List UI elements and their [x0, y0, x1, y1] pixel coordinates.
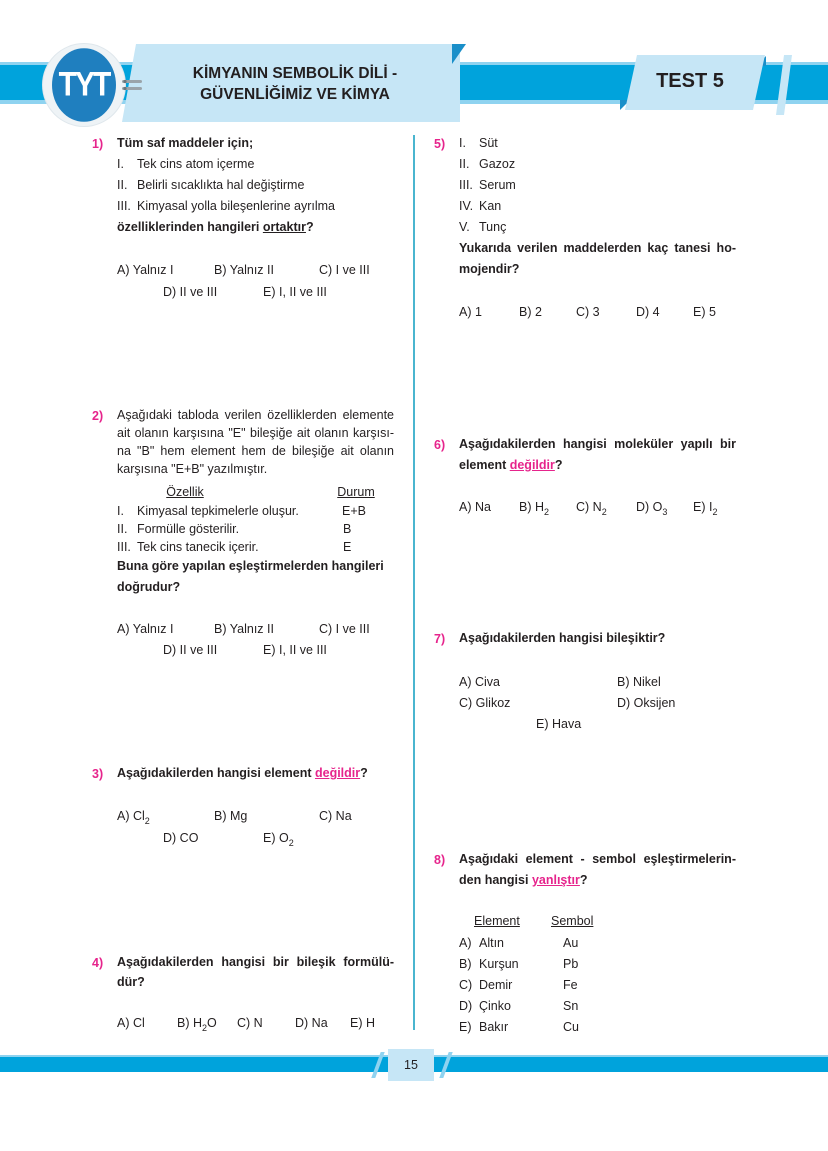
prompt-text: Aşağıdakilerden hangisi element [117, 766, 315, 780]
question-prompt [117, 952, 394, 973]
option-e[interactable] [263, 831, 294, 848]
subscript: 2 [544, 507, 550, 517]
prompt-emphasis: yanlıştır [531, 873, 580, 887]
subscript: 2 [712, 507, 718, 517]
statement-item [459, 154, 515, 175]
question-number: 7) [434, 632, 446, 646]
option-letter: C) [459, 978, 473, 992]
option-b[interactable]: B) Yalnız II [214, 263, 274, 277]
option-letter: B) [459, 957, 472, 971]
row-text: Kimyasal tepkimelerle oluşur. [137, 504, 299, 518]
prompt-text: Aşağıdaki element - sembol eşleştirmelerin- [459, 852, 736, 866]
option-label: E) H [350, 1016, 375, 1030]
prompt-emphasis: değildir [314, 766, 361, 780]
option-label: E) I [693, 500, 713, 514]
table-header-status: Durum [337, 485, 375, 499]
subscript: 2 [202, 1023, 208, 1033]
option-b[interactable] [177, 1016, 217, 1033]
option-label: B) H [177, 1016, 202, 1030]
statement-text: Serum [479, 178, 516, 192]
subscript: 2 [601, 507, 607, 517]
option-label: D) O [636, 500, 663, 514]
option-a[interactable]: A) Yalnız I [117, 263, 174, 277]
option-a[interactable] [459, 936, 504, 950]
prompt-mark: ? [360, 766, 368, 780]
statement-text: Tek cins atom içerme [137, 157, 255, 171]
option-d[interactable]: D) Oksijen [617, 696, 676, 710]
stem-text: na "B" hem element hem de bileşiğe ait olanın [117, 444, 394, 458]
option-e[interactable]: E) 5 [693, 305, 716, 319]
question-prompt: Buna göre yapılan eşleştirmelerden hangileri [117, 559, 384, 573]
option-d[interactable] [459, 999, 511, 1013]
test-label: TEST 5 [656, 70, 724, 92]
prompt-emphasis: değildir [509, 458, 555, 472]
prompt-emphasis: ortaktır [262, 220, 306, 234]
question-prompt [459, 238, 736, 259]
subscript: 3 [662, 507, 668, 517]
option-e[interactable]: E) I, II ve III [263, 643, 327, 657]
row-status: E [343, 540, 352, 554]
roman-numeral: I. [117, 504, 124, 518]
option-d[interactable]: D) II ve III [163, 285, 218, 299]
prompt-text: den hangisi [459, 873, 532, 887]
row-status: B [343, 522, 352, 536]
option-c[interactable]: C) I ve III [319, 622, 370, 636]
unit-title [150, 63, 440, 105]
statement-item [117, 154, 254, 175]
option-b[interactable] [519, 500, 549, 517]
statement-item [117, 175, 304, 196]
statement-text: Süt [479, 136, 498, 150]
option-e[interactable]: E) Hava [536, 717, 582, 731]
question-prompt-cont [459, 455, 563, 476]
option-label: C) N [576, 500, 602, 514]
question-number: 6) [434, 438, 446, 452]
statement-item [459, 196, 501, 217]
option-label: D) CO [163, 831, 199, 845]
option-a[interactable]: A) Yalnız I [117, 622, 174, 636]
statement-text: Kan [479, 199, 502, 213]
option-b[interactable]: B) 2 [519, 305, 542, 319]
question-prompt-cont [459, 870, 588, 891]
unit-title-line1: KİMYANIN SEMBOLİK DİLİ - [192, 65, 398, 82]
option-letter: A) [459, 936, 472, 950]
stem-text: Aşağıdaki tabloda verilen özelliklerden elemente [117, 408, 394, 422]
subscript: 2 [144, 816, 150, 826]
option-c[interactable] [576, 500, 607, 517]
option-label: E) O [263, 831, 289, 845]
question-prompt-cont: doğrudur? [117, 580, 181, 594]
column-divider [413, 135, 415, 1030]
roman-numeral: II. [117, 178, 128, 192]
roman-numeral: III. [117, 199, 131, 213]
question-number: 8) [434, 853, 446, 867]
statement-item [459, 217, 506, 238]
roman-numeral: II. [459, 157, 470, 171]
roman-numeral: V. [459, 220, 470, 234]
element-symbol: Au [563, 936, 579, 950]
element-name: Bakır [479, 1020, 509, 1034]
element-name: Altın [479, 936, 505, 950]
subscript: 2 [288, 838, 294, 848]
prompt-mark: ? [554, 458, 563, 472]
option-letter: E) [459, 1020, 472, 1034]
option-a[interactable] [117, 809, 150, 826]
table-header-feature: Özellik [166, 485, 204, 499]
stem-text: ait olanın karşısına "E" bileşiğe ait olanın karşısı- [117, 426, 394, 440]
option-d[interactable] [636, 500, 667, 517]
element-name: Kurşun [479, 957, 519, 971]
option-c[interactable] [459, 978, 512, 992]
prompt-text: Aşağıdakilerden hangisi moleküler yapılı bir [459, 437, 736, 451]
prompt-text: Yukarıda verilen maddelerden kaç tanesi ho- [459, 241, 736, 255]
statement-item [117, 196, 335, 217]
option-label: A) Na [459, 500, 491, 514]
question-number: 2) [92, 409, 104, 423]
roman-numeral: III. [117, 540, 131, 554]
option-a[interactable]: A) 1 [459, 305, 482, 319]
option-d[interactable]: D) 4 [636, 305, 660, 319]
element-symbol: Fe [563, 978, 578, 992]
prompt-mark: ? [579, 873, 588, 887]
question-number: 5) [434, 137, 446, 151]
statement-text: Gazoz [479, 157, 516, 171]
option-label: C) Na [319, 809, 352, 823]
question-stem: Tüm saf maddeler için; [117, 136, 254, 150]
question-prompt [117, 763, 368, 784]
element-symbol: Pb [563, 957, 579, 971]
element-symbol: Cu [563, 1020, 579, 1034]
question-prompt-cont: dür? [117, 975, 145, 989]
unit-title-line2: GÜVENLİĞİMİZ VE KİMYA [200, 86, 390, 103]
option-label: A) Cl [117, 809, 145, 823]
question-prompt-cont: mojendir? [459, 262, 520, 276]
option-label: C) N [237, 1016, 263, 1030]
prompt-text: Aşağıdakilerden hangisi bir bileşik formülü- [117, 955, 394, 969]
table-row [117, 537, 259, 558]
roman-numeral: I. [117, 157, 124, 171]
option-d[interactable]: D) II ve III [163, 643, 218, 657]
row-text: Tek cins tanecik içerir. [137, 540, 259, 554]
option-e[interactable]: E) I, II ve III [263, 285, 327, 299]
stem-line: karşısına "E+B" yazılmıştır. [117, 462, 268, 476]
option-label: A) Cl [117, 1016, 145, 1030]
statement-item [459, 175, 516, 196]
question-number: 1) [92, 137, 104, 151]
option-a[interactable] [459, 500, 491, 514]
option-b[interactable] [214, 809, 247, 823]
question-prompt [459, 434, 736, 455]
prompt-text: özelliklerinden hangileri [117, 220, 263, 234]
option-b[interactable]: B) Nikel [617, 675, 661, 689]
option-e[interactable] [350, 1016, 375, 1030]
option-b[interactable] [459, 957, 519, 971]
title-panel-fold [452, 44, 466, 64]
option-a[interactable] [117, 1016, 145, 1030]
binder-clip-icon [121, 78, 143, 92]
option-e[interactable] [459, 1020, 508, 1034]
option-label: D) Na [295, 1016, 328, 1030]
option-e[interactable] [693, 500, 717, 517]
element-symbol: Sn [563, 999, 579, 1013]
table-header-element: Element [474, 914, 520, 928]
roman-numeral: II. [117, 522, 128, 536]
question-prompt: Aşağıdakilerden hangisi bileşiktir? [459, 631, 666, 645]
table-header-symbol: Sembol [551, 914, 594, 928]
option-c[interactable] [319, 809, 352, 823]
statement-text: Kimyasal yolla bileşenlerine ayrılma [137, 199, 335, 213]
option-c[interactable]: C) I ve III [319, 263, 370, 277]
element-name: Çinko [479, 999, 511, 1013]
question-prompt [117, 217, 314, 238]
tyt-badge: TYT [52, 48, 116, 122]
prompt-text: element [459, 458, 510, 472]
question-number: 3) [92, 767, 104, 781]
option-label: B) H [519, 500, 544, 514]
row-text: Formülle gösterilir. [137, 522, 240, 536]
option-label: B) Mg [214, 809, 248, 823]
statement-item [459, 133, 498, 154]
statement-text: Tunç [479, 220, 507, 234]
roman-numeral: III. [459, 178, 473, 192]
roman-numeral: IV. [459, 199, 474, 213]
element-name: Demir [479, 978, 513, 992]
prompt-mark: ? [305, 220, 314, 234]
question-number: 4) [92, 956, 104, 970]
option-a[interactable]: A) Civa [459, 675, 500, 689]
question-prompt [459, 849, 736, 870]
row-status: E+B [342, 504, 366, 518]
statement-text: Belirli sıcaklıkta hal değiştirme [137, 178, 305, 192]
roman-numeral: I. [459, 136, 466, 150]
option-d[interactable] [163, 831, 198, 845]
option-label-tail: O [207, 1016, 217, 1030]
option-c[interactable]: C) 3 [576, 305, 600, 319]
option-b[interactable]: B) Yalnız II [214, 622, 274, 636]
option-letter: D) [459, 999, 473, 1013]
option-d[interactable] [295, 1016, 328, 1030]
page-number: 15 [404, 1058, 418, 1072]
option-c[interactable] [237, 1016, 263, 1030]
option-c[interactable]: C) Glikoz [459, 696, 511, 710]
